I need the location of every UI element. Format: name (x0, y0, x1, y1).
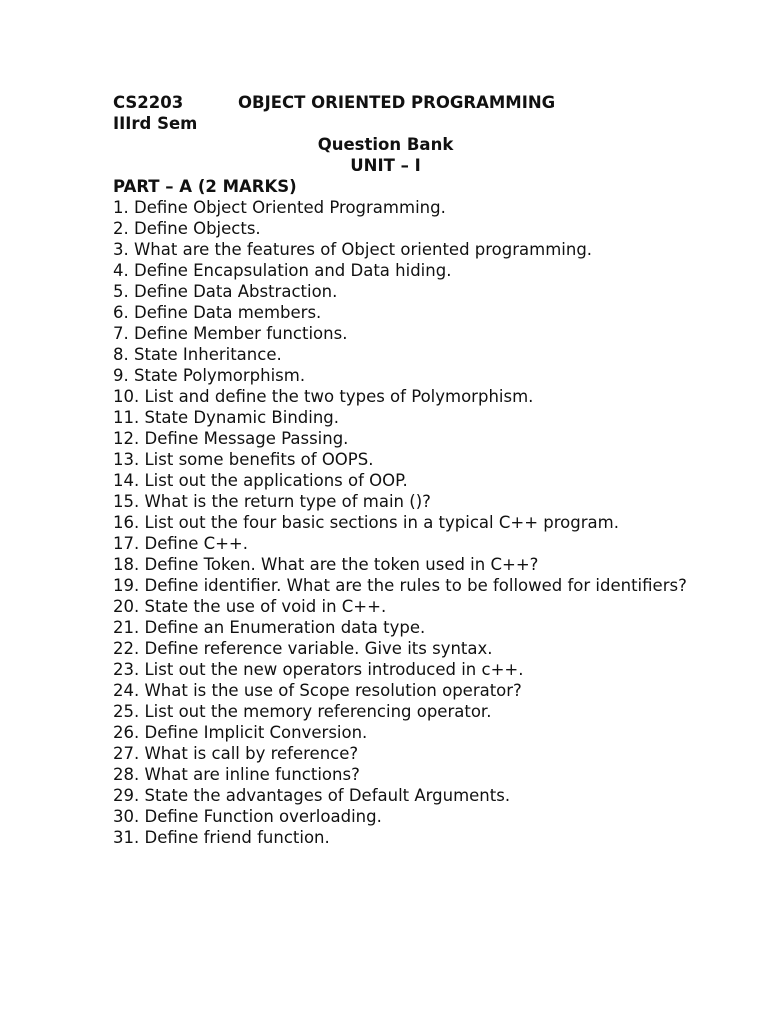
bank-title: Question Bank (317, 135, 454, 154)
question-list (113, 197, 733, 848)
question-item: 18. Define Token. What are the token used in C++? (113, 555, 539, 574)
question-item: 8. State Inheritance. (113, 345, 282, 364)
question-item: 19. Define identifier. What are the rules to be followed for identifiers? (113, 576, 687, 595)
question-item: 11. State Dynamic Binding. (113, 408, 340, 427)
question-item: 29. State the advantages of Default Arguments. (113, 786, 511, 805)
question-bank-page (113, 92, 733, 848)
question-item: 22. Define reference variable. Give its syntax. (113, 639, 493, 658)
question-item: 28. What are inline functions? (113, 765, 360, 784)
question-item: 5. Define Data Abstraction. (113, 282, 338, 301)
question-item: 4. Define Encapsulation and Data hiding. (113, 261, 452, 280)
question-item: 21. Define an Enumeration data type. (113, 618, 426, 637)
course-header (113, 92, 733, 113)
question-item: 15. What is the return type of main ()? (113, 492, 431, 511)
question-item: 2. Define Objects. (113, 219, 261, 238)
question-item: 12. Define Message Passing. (113, 429, 349, 448)
question-item: 3. What are the features of Object oriented programming. (113, 240, 593, 259)
question-item: 1. Define Object Oriented Programming. (113, 198, 446, 217)
question-item: 6. Define Data members. (113, 303, 322, 322)
question-item: 10. List and define the two types of Polymorphism. (113, 387, 534, 406)
question-item: 13. List some benefits of OOPS. (113, 450, 374, 469)
question-item: 30. Define Function overloading. (113, 807, 382, 826)
question-item: 7. Define Member functions. (113, 324, 348, 343)
question-item: 20. State the use of void in C++. (113, 597, 387, 616)
question-item: 26. Define Implicit Conversion. (113, 723, 368, 742)
question-item: 17. Define C++. (113, 534, 249, 553)
question-item: 23. List out the new operators introduced in c++. (113, 660, 524, 679)
question-item: 25. List out the memory referencing operator. (113, 702, 492, 721)
question-item: 27. What is call by reference? (113, 744, 359, 763)
question-item: 9. State Polymorphism. (113, 366, 306, 385)
part-heading: PART – A (2 MARKS) (113, 177, 297, 196)
semester-label: IIIrd Sem (113, 114, 198, 133)
question-item: 24. What is the use of Scope resolution operator? (113, 681, 522, 700)
course-title: OBJECT ORIENTED PROGRAMMING (238, 93, 556, 112)
question-item: 14. List out the applications of OOP. (113, 471, 408, 490)
course-code: CS2203 (113, 93, 184, 112)
question-item: 31. Define friend function. (113, 828, 330, 847)
question-item: 16. List out the four basic sections in a typical C++ program. (113, 513, 619, 532)
unit-title: UNIT – I (350, 156, 421, 175)
